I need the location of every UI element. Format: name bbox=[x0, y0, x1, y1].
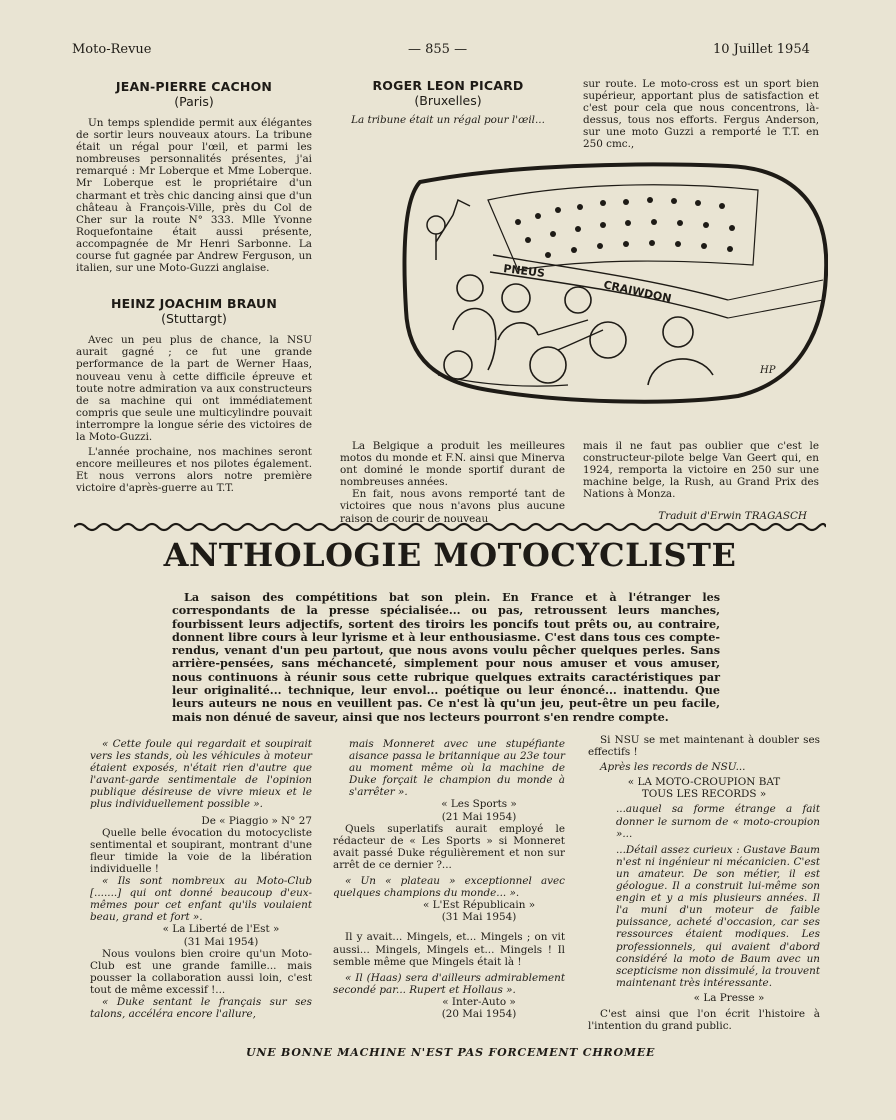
headline-moto-croupion-1: « LA MOTO-CROUPION BAT bbox=[627, 776, 781, 789]
quote-croupion: ...auquel sa forme étrange a fait donner le surnom de « moto-croupion »... bbox=[616, 803, 820, 840]
author-name-cachon: JEAN-PIERRE CACHON bbox=[115, 79, 273, 94]
column-2-head bbox=[333, 78, 563, 126]
author-name-braun: HEINZ JOACHIM BRAUN bbox=[110, 296, 278, 312]
source-liberte-date: (31 Mai 1954) bbox=[183, 935, 259, 948]
source-est-republicain-date: (31 Mai 1954) bbox=[441, 911, 517, 924]
anthology-intro bbox=[172, 591, 720, 724]
quote-plateau: « Un « plateau » exceptionnel avec quelques champions du monde... ». bbox=[333, 875, 565, 900]
anthology-column-1 bbox=[90, 738, 312, 1020]
comment-liberte: Nous voulons bien croire qu'un Moto-Club est une grande famille... mais pousser la collaboration aussi loin, c'est tout de même excessif !... bbox=[90, 947, 312, 996]
records-intro: Après les records de NSU... bbox=[600, 761, 746, 774]
column-1 bbox=[76, 79, 312, 494]
van-geert-text: mais il ne faut pas oublier que c'est le constructeur-pilote belge Van Geert qui, en 1924, remporta la victoire en 250 sur une machine belge, la Rush, au Grand Prix des Nations à Monza. bbox=[583, 440, 819, 501]
footer-slogan: UNE BONNE MACHINE N'EST PAS FORCEMENT CHROMEE bbox=[246, 1046, 656, 1059]
anthology-intro-text: La saison des compétitions bat son plein. En France et à l'étranger les correspondants de la presse spécialisée... ou pas, retroussent leurs manches, fourbissent leurs adjectifs, sortent des tiroirs les poncifs tout prêts ou, au contraire, donnent libre cours à leur lyrisme et à leur enthousiasme. C'est dans tous ces compte-rendus, venant d'un peu partout, que nous avons voulu pêcher quelques perles. Sans arrière-pensées, sans méchanceté, simplement pour nous amuser et vous amuser, nous continuons à réunir sous cette rubrique quelques extraits caractéristiques par leur originalité... technique, leur envol... poétique ou leur énoncé... inattendu. Que leurs auteurs ne nous en veuillent pas. Ce n'est là qu'un jeu, peut-être un peu facile, mais non dénué de saveur, ainsi que nos lecteurs pourront s'en rendre compte. bbox=[172, 590, 720, 724]
issue-date: 10 Juillet 1954 bbox=[713, 42, 810, 57]
anthology-column-3 bbox=[588, 734, 820, 1032]
belgique-text-1: La Belgique a produit les meilleures motos du monde et F.N. ainsi que Minerva ont dominé le monde sportif durant de nombreuses années. bbox=[340, 440, 565, 489]
column-2-bottom bbox=[340, 440, 565, 525]
source-liberte: « La Liberté de l'Est » bbox=[162, 923, 280, 936]
source-sports-date: (21 Mai 1954) bbox=[441, 810, 517, 823]
braun-text-2: L'année prochaine, nos machines seront encore meilleures et nos pilotes également. Et nous verrons alors notre première victoire d'après-guerre au T.T. bbox=[76, 446, 312, 495]
magazine-name: Moto-Revue bbox=[72, 42, 152, 57]
author-city-bruxelles: (Bruxelles) bbox=[414, 93, 482, 108]
cartoon-caption: La tribune était un régal pour l'œil... bbox=[351, 114, 545, 126]
quote-duke: « Duke sentant le français sur ses talons, accéléra encore l'allure, bbox=[90, 995, 312, 1021]
source-la-presse: « La Presse » bbox=[693, 991, 765, 1004]
quote-liberte: « Ils sont nombreux au Moto-Club [.......] qui ont donné beaucoup d'eux-mêmes pour cet enfant qu'ils voulaient beau, grand et fort ». bbox=[90, 875, 312, 924]
column-3-top bbox=[583, 78, 819, 151]
headline-moto-croupion-2: TOUS LES RECORDS » bbox=[641, 788, 767, 801]
artist-signature: HP bbox=[760, 365, 776, 376]
quote-piaggio: « Cette foule qui regardait et soupirait vers les stands, où les véhicules à moteur étaient exposés, n'était rien d'autre que l'avant-garde sentimentale de l'opinion publique désireuse de vivre mieux et le plus individuellement possible ». bbox=[90, 738, 312, 811]
quote-monneret: mais Monneret avec une stupéfiante aisance passa le britannique au 23e tour au moment même où la machine de Duke forçait le champion du monde à s'arrêter ». bbox=[349, 738, 565, 799]
translator-credit: Traduit d'Erwin TRAGASCH bbox=[658, 510, 807, 523]
comment-nsu: Si NSU se met maintenant à doubler ses effectifs ! bbox=[588, 734, 820, 759]
comment-mingels: Il y avait... Mingels, et... Mingels ; on vit aussi... Mingels, Mingels et... Mingels ! Il semble même que Mingels était là ! bbox=[333, 931, 565, 968]
column-3-bottom bbox=[583, 440, 819, 523]
comment-histoire: C'est ainsi que l'on écrit l'histoire à l'intention du grand public. bbox=[588, 1007, 820, 1033]
page-number: — 855 — bbox=[408, 42, 468, 57]
quote-baum: ...Détail assez curieux : Gustave Baum n'est ni ingénieur ni mécanicien. C'est un amateur. De son métier, il est géologue. Il a construit lui-même son engin et y a mis plusieurs années. Il l'a muni d'un moteur de faible puissance, acheté d'occasion, car ses ressources étaient modiques. Les professionnels, qui avaient d'abord considéré la moto de Baum avec un scepticisme non dissimulé, la trouvent maintenant très intéressante. bbox=[616, 843, 820, 989]
author-name-picard: ROGER LEON PICARD bbox=[372, 78, 524, 93]
source-inter-auto: « Inter-Auto » bbox=[442, 995, 516, 1008]
anthology-title: ANTHOLOGIE MOTOCYCLISTE bbox=[163, 536, 737, 574]
author-city-paris: (Paris) bbox=[174, 94, 214, 109]
comment-sports: Quels superlatifs aurait employé le rédacteur de « Les Sports » si Monneret avait passé Duke régulièrement et non sur arrêt de ce dernier ?... bbox=[333, 822, 565, 871]
section-divider bbox=[74, 518, 826, 537]
banner-text-pneus: PNEUS bbox=[502, 262, 546, 281]
anthology-column-2 bbox=[333, 738, 565, 1020]
picard-continued: sur route. Le moto-cross est un sport bien supérieur, apportant plus de satisfaction et c'est pour cela que nous concentrons, là-dessus, tous nos efforts. Fergus Anderson, sur une moto Guzzi a remporté le T.T. en 250 cmc., bbox=[583, 78, 819, 151]
source-sports: « Les Sports » bbox=[441, 798, 517, 811]
source-piaggio: De « Piaggio » N° 27 bbox=[201, 814, 312, 827]
banner-text-craiwdon: CRAIWDON bbox=[602, 278, 673, 306]
cachon-text: Un temps splendide permit aux élégantes de sortir leurs nouveaux atours. La tribune était un régal pour l'œil, et parmi les nombreuses personnalités présentes, j'ai remarqué : Mr Loberque et Mme Loberque. Mr Loberque est le propriétaire d'un charmant et très chic dancing ainsi que d'un château à François-Ville, près du Col de Cher sur la route N° 333. Mlle Yvonne Roquefontaine était aussi présente, accompagnée de Mr Henri Sarbonne. La course fut gagnée par Andrew Ferguson, un italien, sur une Moto-Guzzi anglaise. bbox=[76, 117, 312, 275]
comment-piaggio: Quelle belle évocation du motocycliste sentimental et soupirant, montrant d'une fleur timide la voie de la libération individuelle ! bbox=[90, 826, 312, 875]
author-city-stuttgart: (Stuttargt) bbox=[161, 311, 227, 327]
belgique-text-2: En fait, nous avons remporté tant de victoires que nous n'avons plus aucune raison de courir de nouveau bbox=[340, 488, 565, 525]
race-cartoon-illustration bbox=[398, 160, 828, 405]
source-est-republicain: « L'Est Républicain » bbox=[422, 899, 536, 912]
source-inter-auto-date: (20 Mai 1954) bbox=[441, 1007, 517, 1020]
braun-text-1: Avec un peu plus de chance, la NSU aurait gagné ; ce fut une grande performance de la part de Werner Haas, nouveau venu à cette difficile épreuve et toute notre admiration va aux constructeurs de sa machine qui ont immédiatement compris que seule une multicylindre pouvait interrompre la longue série des victoires de la Moto-Guzzi. bbox=[76, 334, 312, 443]
quote-haas: « Il (Haas) sera d'ailleurs admirablement secondé par... Rupert et Hollaus ». bbox=[333, 971, 565, 996]
